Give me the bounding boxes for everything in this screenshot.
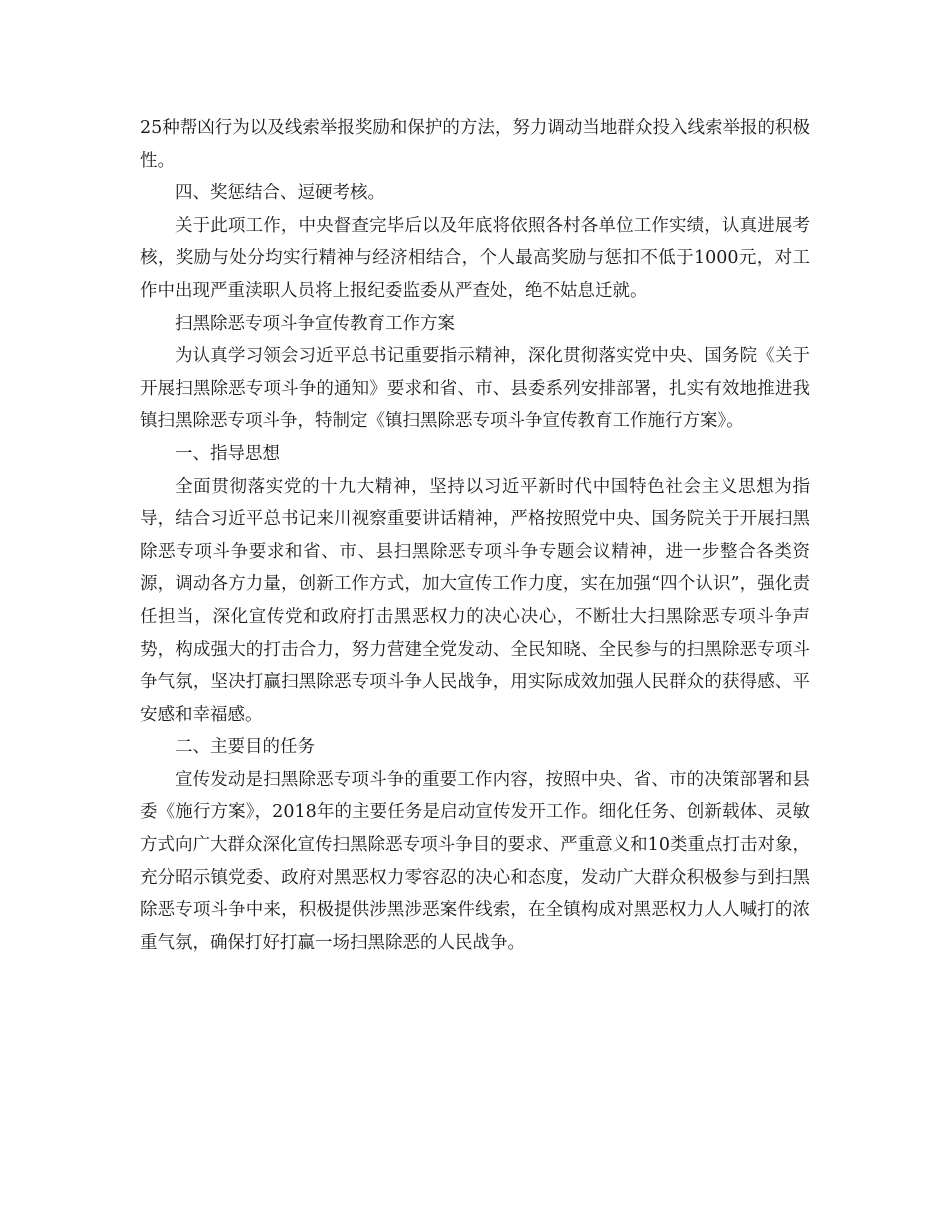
section-heading-2: 二、主要目的任务 bbox=[175, 737, 315, 758]
document-page bbox=[140, 112, 810, 959]
paragraph-2: 关于此项工作，中央督查完毕后以及年底将依照各村各单位工作实绩，认真进展考核，奖励与处分均实行精神与经济相结合，个人最高奖励与惩扣不低于1000元，对工作中出现严重渎职人员将上报纪委监委从严查处，绝不姑息迁就。 bbox=[140, 215, 810, 301]
paragraph-3: 为认真学习领会习近平总书记重要指示精神，深化贯彻落实党中央、国务院《关于开展扫黑除恶专项斗争的通知》要求和省、市、县委系列安排部署，扎实有效地推进我镇扫黑除恶专项斗争，特制定《镇扫黑除恶专项斗争宣传教育工作施行方案》。 bbox=[140, 346, 810, 432]
section-heading-4: 四、奖惩结合、逗硬考核。 bbox=[175, 183, 385, 204]
paragraph-5: 宣传发动是扫黑除恶专项斗争的重要工作内容，按照中央、省、市的决策部署和县委《施行方案》，2018年的主要任务是启动宣传发开工作。细化任务、创新载体、灵敏方式向广大群众深化宣传扫黑除恶专项斗争目的要求、严重意义和10类重点打击对象，充分昭示镇党委、政府对黑恶权力零容忍的决心和态度，发动广大群众积极参与到扫黑除恶专项斗争中来，积极提供涉黑涉恶案件线索，在全镇构成对黑恶权力人人喊打的浓重气氛，确保打好打赢一场扫黑除恶的人民战争。 bbox=[140, 769, 810, 953]
document-title: 扫黑除恶专项斗争宣传教育工作方案 bbox=[175, 313, 455, 334]
paragraph-1: 25种帮凶行为以及线索举报奖励和保护的方法，努力调动当地群众投入线索举报的积极性。 bbox=[140, 118, 810, 171]
section-heading-1: 一、指导思想 bbox=[175, 443, 280, 464]
paragraph-4: 全面贯彻落实党的十九大精神，坚持以习近平新时代中国特色社会主义思想为指导，结合习近平总书记来川视察重要讲话精神，严格按照党中央、国务院关于开展扫黑除恶专项斗争要求和省、市、县扫黑除恶专项斗争专题会议精神，进一步整合各类资源，调动各方力量，创新工作方式，加大宣传工作力度，实在加强“四个认识”，强化责任担当，深化宣传党和政府打击黑恶权力的决心决心，不断壮大扫黑除恶专项斗争声势，构成强大的打击合力，努力营建全党发动、全民知晓、全民参与的扫黑除恶专项斗争气氛，坚决打赢扫黑除恶专项斗争人民战争，用实际成效加强人民群众的获得感、平安感和幸福感。 bbox=[140, 476, 810, 725]
